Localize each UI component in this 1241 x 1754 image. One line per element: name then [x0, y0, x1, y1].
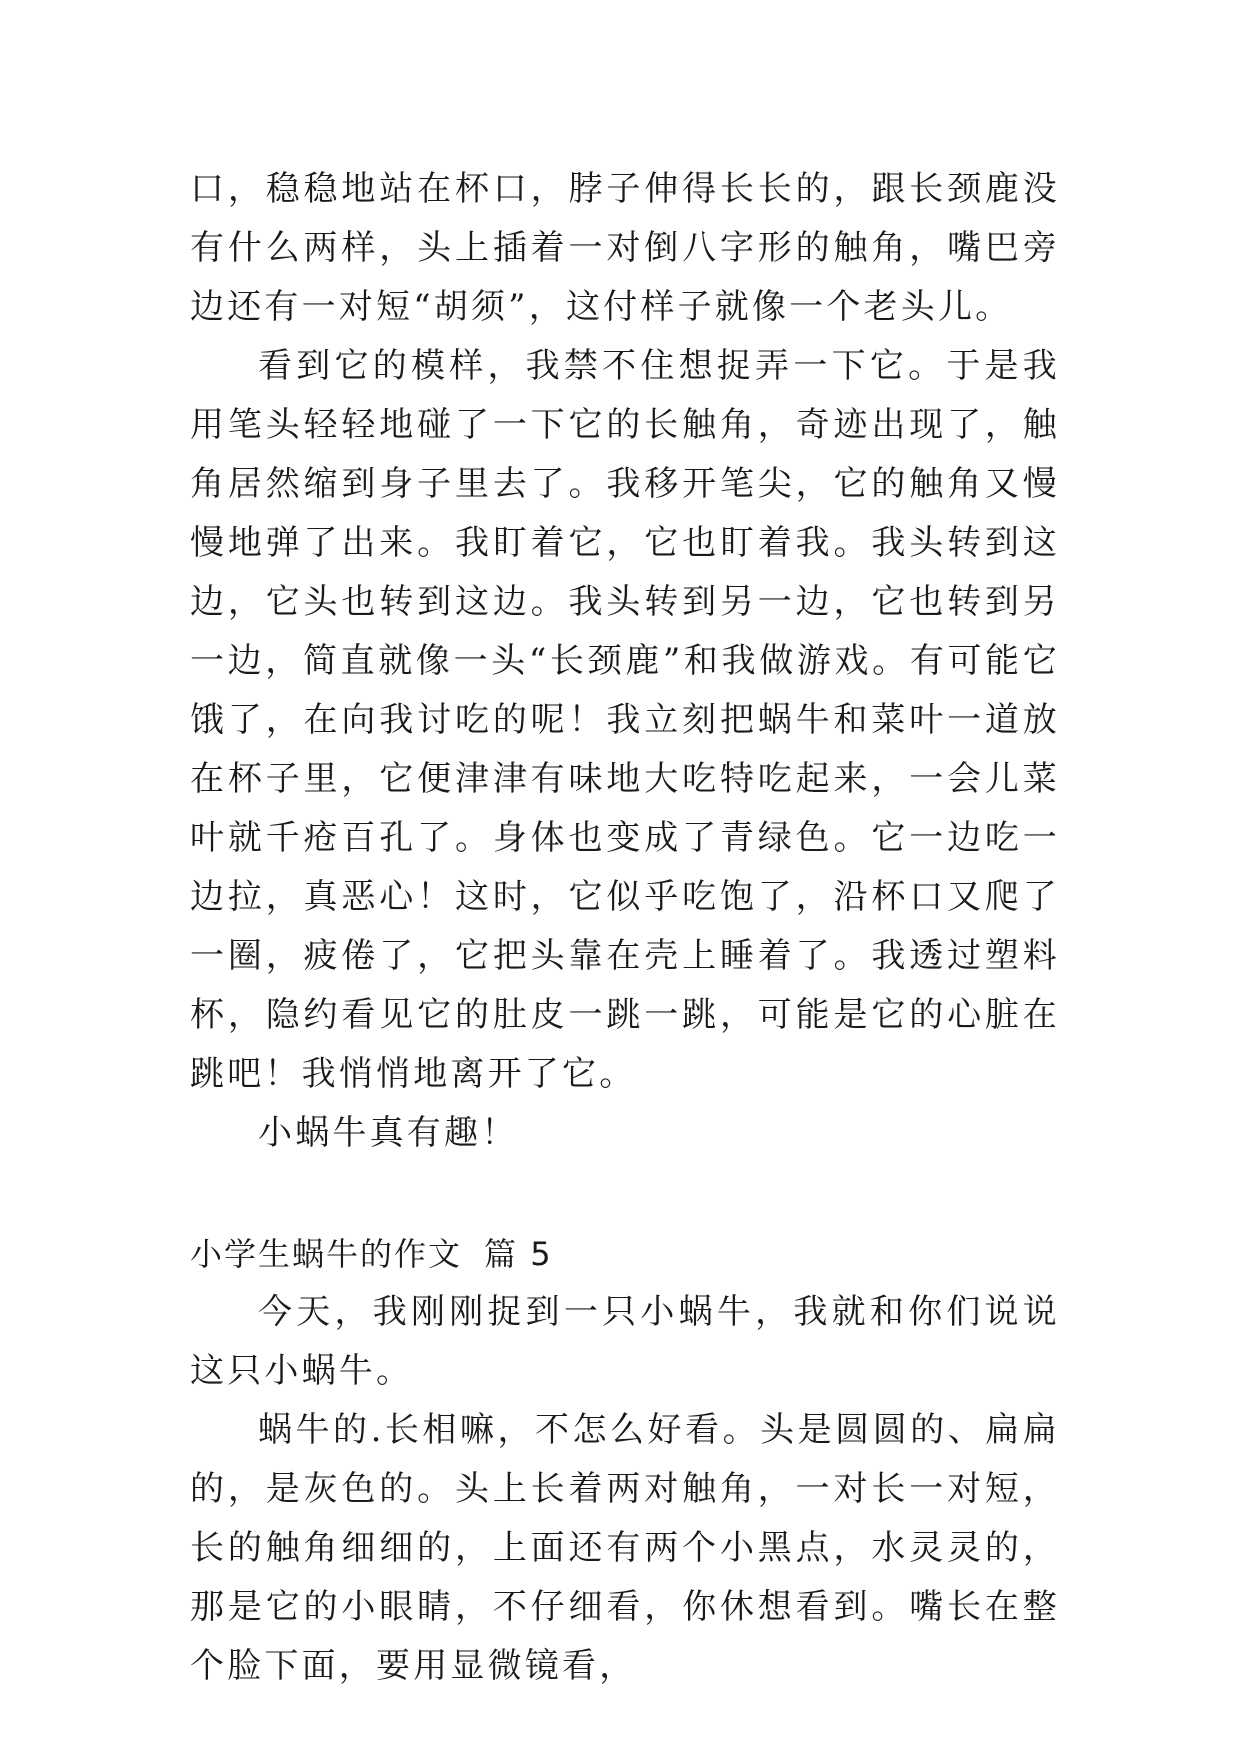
paragraph-intro: 今天，我刚刚捉到一只小蜗牛，我就和你们说说这只小蜗牛。: [190, 1292, 1060, 1391]
paragraph-teasing-snail: 看到它的模样，我禁不住想捉弄一下它。于是我用笔头轻轻地碰了一下它的长触角，奇迹出现了，触角居然缩到身子里去了。我移开笔尖，它的触角又慢慢地弹了出来。我盯着它，它也盯着我。我头转到这边，它头也转到这边。我头转到另一边，它也转到另一边，简直就像一头“长颈鹿”和我做游戏。有可能它饿了，在向我讨吃的呢！我立刻把蜗牛和菜叶一道放在杯子里，它便津津有味地大吃特吃起来，一会儿菜叶就千疮百孔了。身体也变成了青绿色。它一边吃一边拉，真恶心！这时，它似乎吃饱了，沿杯口又爬了一圈，疲倦了，它把头靠在壳上睡着了。我透过塑料杯，隐约看见它的肚皮一跳一跳，可能是它的心脏在跳吧！我悄悄地离开了它。: [190, 346, 1060, 1094]
paragraph-conclusion: 小蜗牛真有趣！: [258, 1113, 519, 1153]
essay-heading: [190, 1225, 1060, 1283]
essay-section-number: 篇 5: [484, 1235, 553, 1273]
paragraph-appearance: 蜗牛的.长相嘛，不怎么好看。头是圆圆的、扁扁的，是灰色的。头上长着两对触角，一对长一对短，长的触角细细的，上面还有两个小黑点，水灵灵的，那是它的小眼睛，不仔细看，你休想看到。嘴长在整个脸下面，要用显微镜看，: [190, 1410, 1060, 1686]
paragraph-continued: 口，稳稳地站在杯口，脖子伸得长长的，跟长颈鹿没有什么两样，头上插着一对倒八字形的触角，嘴巴旁边还有一对短“胡须”，这付样子就像一个老头儿。: [190, 169, 1060, 327]
document-page: [190, 160, 1060, 1696]
essay-title: 小学生蜗牛的作文: [190, 1235, 463, 1273]
